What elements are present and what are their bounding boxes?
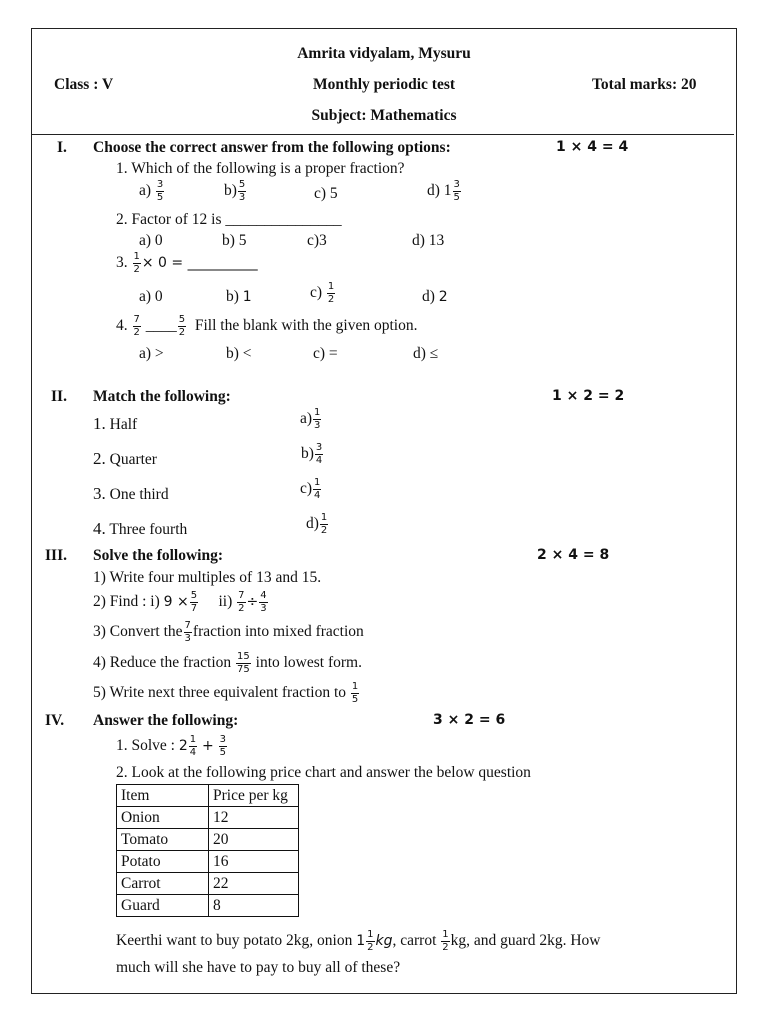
section-2-marks: 1 × 2 = 2 [552, 388, 625, 404]
question-4-2-paragraph-line-2: much will she have to pay to buy all of these? [116, 959, 401, 976]
q1-3-option-d: d) 2 [422, 288, 448, 305]
table-row [117, 829, 299, 851]
item-cell: Carrot [117, 873, 209, 895]
price-cell: 8 [209, 895, 299, 917]
school-name: Amrita vidyalam, Mysuru [297, 45, 471, 62]
q1-1-option-b: b) $\frac{5}{3}$ [224, 179, 246, 203]
price-table [116, 784, 299, 917]
test-name: Monthly periodic test [312, 76, 456, 93]
table-row [117, 873, 299, 895]
class-label: Class : V [54, 76, 114, 93]
question-3-5: 5) Write next three equivalent fraction to $\frac{1}{5}$ [93, 681, 359, 705]
item-cell: Potato [117, 851, 209, 873]
price-table-head-price: Price per kg [209, 785, 299, 807]
section-4-marks: 3 × 2 = 6 [433, 712, 506, 728]
section-2-title: Match the following: [93, 388, 231, 405]
q1-3-option-b: b) 1 [226, 288, 252, 305]
price-cell: 20 [209, 829, 299, 851]
price-cell: 22 [209, 873, 299, 895]
q1-4-option-d: d) ≤ [413, 345, 439, 362]
header-divider [32, 134, 734, 135]
q1-4-option-a: a) > [139, 345, 164, 362]
section-3-title: Solve the following: [93, 547, 224, 564]
question-3-2: 2) Find : i) 9 × $\frac{5}{7}$ ii) $\frac{7}{2}$ ÷ $\frac{4}{3}$ [93, 590, 267, 614]
match-right-b: b) $\frac{3}{4}$ [301, 442, 323, 466]
item-cell: Guard [117, 895, 209, 917]
item-cell: Tomato [117, 829, 209, 851]
total-marks: Total marks: 20 [592, 76, 697, 93]
match-left-3: 3. One third [93, 484, 169, 503]
match-right-a: a) $\frac{1}{3}$ [300, 407, 321, 431]
q1-2-option-d: d) 13 [412, 232, 445, 249]
q1-3-option-c: c) $\frac{1}{2}$ [310, 281, 335, 305]
section-1-number: I. [57, 139, 67, 156]
table-row [117, 851, 299, 873]
q1-1-option-c: c) 5 [314, 185, 338, 202]
match-left-4: 4. Three fourth [93, 519, 188, 538]
question-3-1: 1) Write four multiples of 13 and 15. [93, 569, 322, 586]
question-4-2: 2. Look at the following price chart and answer the below question [116, 764, 531, 781]
q1-2-option-c: c)3 [307, 232, 327, 249]
q1-2-option-b: b) 5 [222, 232, 247, 249]
q1-1-option-a: a) $\frac{3}{5}$ [139, 179, 164, 203]
price-table-head-item: Item [117, 785, 209, 807]
section-1-title: Choose the correct answer from the following options: [93, 139, 451, 156]
question-1-3: 3. $\frac{1}{2}$ × 0 = __________ [116, 251, 258, 275]
section-4-number: IV. [45, 712, 65, 729]
question-1-4: 4. $\frac{7}{2}$ ____ $\frac{5}{2}$ Fill the blank with the given option. [116, 314, 418, 338]
q1-3-option-a: a) 0 [139, 288, 163, 305]
match-left-1: 1. Half [93, 414, 138, 433]
q1-2-option-a: a) 0 [139, 232, 163, 249]
question-1-1: 1. Which of the following is a proper fraction? [116, 160, 405, 177]
table-row [117, 807, 299, 829]
section-1-marks: 1 × 4 = 4 [556, 139, 629, 155]
q1-1-option-d: d) 1 $\frac{3}{5}$ [427, 179, 460, 203]
section-4-title: Answer the following: [93, 712, 239, 729]
price-cell: 16 [209, 851, 299, 873]
question-4-2-paragraph-line-1: Keerthi want to buy potato 2kg, onion 1 $\frac{1}{2}$ kg, carrot $\frac{1}{2}$ kg, and guard 2kg. How [116, 929, 601, 953]
match-left-2: 2. Quarter [93, 449, 157, 468]
item-cell: Onion [117, 807, 209, 829]
question-4-1: 1. Solve : 2 $\frac{1}{4}$ + $\frac{3}{5}$ [116, 734, 227, 758]
q1-4-option-c: c) = [313, 345, 338, 362]
question-3-4: 4) Reduce the fraction $\frac{15}{75}$ into lowest form. [93, 651, 362, 675]
subject-label: Subject: Mathematics [311, 107, 457, 124]
question-3-3: 3) Convert the $\frac{7}{3}$ fraction into mixed fraction [93, 620, 364, 644]
price-cell: 12 [209, 807, 299, 829]
price-table-header [117, 785, 299, 807]
question-1-2: 2. Factor of 12 is _______________ [116, 211, 342, 228]
section-3-marks: 2 × 4 = 8 [537, 547, 610, 563]
match-right-d: d) $\frac{1}{2}$ [306, 512, 328, 536]
table-row [117, 895, 299, 917]
match-right-c: c) $\frac{1}{4}$ [300, 477, 321, 501]
q1-4-option-b: b) < [226, 345, 252, 362]
section-2-number: II. [51, 388, 67, 405]
section-3-number: III. [45, 547, 67, 564]
